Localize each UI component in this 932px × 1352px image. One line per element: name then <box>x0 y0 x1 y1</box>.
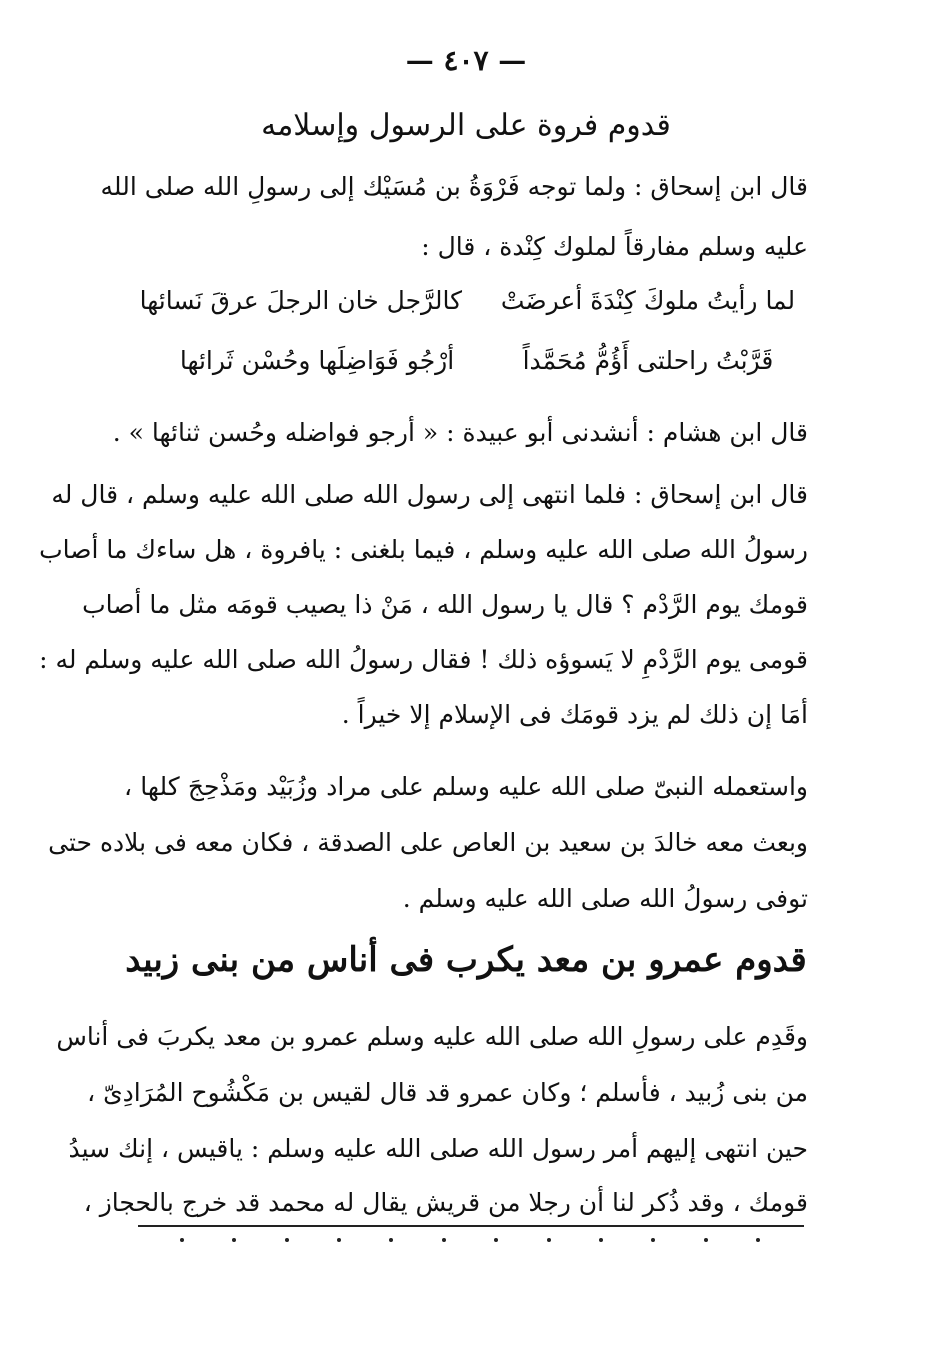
footer-dots <box>180 1238 760 1242</box>
footer-dot <box>547 1238 551 1242</box>
text-line-ibn-hisham: قال ابن هشام : أنشدنى أبو عبيدة : « أرجو فواضله وحُسن ثنائها » . <box>112 418 808 447</box>
footer-dot <box>756 1238 760 1242</box>
section-title-amr: قدوم عمرو بن معد يكرب فى أناس من بنى زبيد <box>125 940 807 980</box>
text-line: قال ابن إسحاق : ولما توجه فَرْوَةُ بن مُسَيْك إلى رسولِ الله صلى الله <box>100 172 808 201</box>
text-line: قومك ، وقد ذُكر لنا أن رجلا من قريش يقال له محمد قد خرج بالحجاز ، <box>83 1188 808 1217</box>
footer-dot <box>442 1238 446 1242</box>
footer-dot <box>651 1238 655 1242</box>
text-line: عليه وسلم مفارقاً لملوك كِنْدة ، قال : <box>421 232 808 261</box>
footer-dot <box>232 1238 236 1242</box>
section-title-farwa: قدوم فروة على الرسول وإسلامه <box>261 108 671 143</box>
footer-dot <box>704 1238 708 1242</box>
footer-dot <box>599 1238 603 1242</box>
text-line: حين انتهى إليهم أمر رسول الله صلى الله عليه وسلم : ياقيس ، إنك سيدُ <box>68 1134 808 1163</box>
text-line: وبعث معه خالدَ بن سعيد بن العاص على الصدقة ، فكان معه فى بلاده حتى <box>48 828 808 857</box>
footer-dot <box>285 1238 289 1242</box>
verse-1-first-hemistich: لما رأيتُ ملوكَ كِنْدَةَ أعرضَتْ <box>500 286 796 315</box>
text-line: قومك يوم الرَّدْم ؟ قال يا رسول الله ، مَنْ ذا يصيب قومَه مثل ما أصاب <box>82 590 808 619</box>
text-line: قومى يوم الرَّدْمِ لا يَسوؤه ذلك ! فقال رسولُ الله صلى الله عليه وسلم له : <box>39 645 808 674</box>
footer-dot <box>180 1238 184 1242</box>
footer-rule <box>138 1225 804 1227</box>
text-line: من بنى زُبيد ، فأسلم ؛ وكان عمرو قد قال لقيس بن مَكْشُوح المُرَادِىّ ، <box>87 1078 808 1107</box>
footer-dot <box>494 1238 498 1242</box>
verse-1-second-hemistich: كالرَّجل خان الرجلَ عرقَ نَسائها <box>139 286 462 315</box>
verse-2-second-hemistich: أرْجُو فَوَاضِلَها وحُسْن ثَرائها <box>179 346 455 375</box>
text-line: وقَدِم على رسولِ الله صلى الله عليه وسلم عمرو بن معد يكربَ فى أناس <box>56 1022 808 1051</box>
text-line: قال ابن إسحاق : فلما انتهى إلى رسول الله صلى الله عليه وسلم ، قال له <box>51 480 808 509</box>
text-line: واستعمله النبىّ صلى الله عليه وسلم على مراد وزُبَيْد ومَذْحِجَ كلها ، <box>124 772 808 801</box>
footer-dot <box>389 1238 393 1242</box>
text-line: أمَا إن ذلك لم يزد قومَك فى الإسلام إلا خيراً . <box>341 700 808 729</box>
page-number: — ٤٠٧ — <box>405 44 527 77</box>
text-line: توفى رسولُ الله صلى الله عليه وسلم . <box>402 884 808 913</box>
footer-dot <box>337 1238 341 1242</box>
text-line: رسولُ الله صلى الله عليه وسلم ، فيما بلغنى : يافروة ، هل ساءك ما أصاب <box>39 535 808 564</box>
verse-2-first-hemistich: قَرَّبْتُ راحلتى أَؤُمُّ مُحَمَّداً <box>522 346 774 375</box>
